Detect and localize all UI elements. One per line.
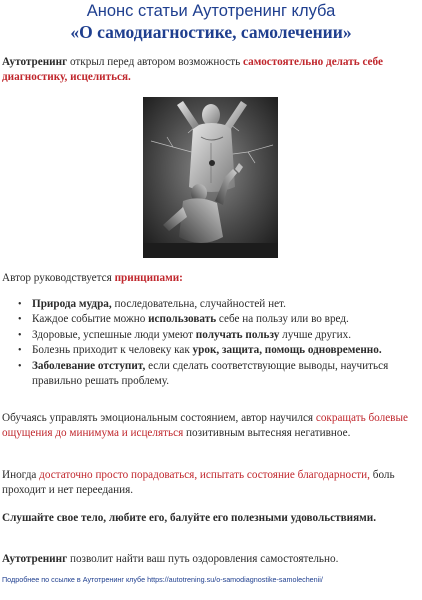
intro-paragraph: [2, 55, 418, 86]
listen-paragraph: Слушайте свое тело, любите его, балуйте его полезными удовольствиями.: [2, 512, 377, 524]
list-item-text: Болезнь приходит к человеку как: [32, 344, 193, 357]
joy-paragraph: [2, 468, 418, 499]
principles-lead-highlight: принципами:: [114, 272, 183, 284]
intro-brand: Аутотренинг: [2, 56, 68, 68]
intro-highlight: самостоятельно делать себе диагностику, исцелиться.: [2, 56, 383, 84]
list-item: [0, 312, 418, 327]
list-item: [0, 343, 418, 358]
joy-text: Иногда: [2, 469, 40, 481]
joy-highlight: достаточно просто порадоваться, испытать состояние благодарности,: [39, 469, 370, 481]
list-item-text: Здоровые, успешные люди умеют: [32, 328, 196, 341]
intro-text: открыл перед автором возможность: [67, 56, 244, 68]
list-item-text: Каждое событие можно: [32, 313, 149, 326]
list-item-bold: Заболевание отступит,: [32, 359, 146, 372]
final-text: позволит найти ваш путь оздоровления самостоятельно.: [67, 553, 339, 565]
footer-link[interactable]: Подробнее по ссылке в Аутотренинг клубе https://autotrening.su/o-samodiagnostike-samolechenii/: [2, 575, 323, 584]
list-item-text: лучше других.: [279, 328, 352, 341]
bullet-icon: •: [18, 329, 22, 341]
list-item: [0, 297, 418, 312]
final-paragraph: [2, 552, 418, 567]
emotions-paragraph: [2, 411, 418, 442]
list-item-text: последовательна, случайностей нет.: [111, 298, 286, 310]
page-title-line1: Анонс статьи Аутотренинг клуба: [86, 2, 336, 20]
list-item: [0, 328, 418, 343]
principles-lead-text: Автор руководствуется: [2, 272, 115, 284]
list-item-bold: Природа мудра,: [32, 298, 112, 310]
emotions-text: Обучаясь управлять эмоциональным состоянием, автор научился: [2, 412, 316, 424]
page-title-line2: «О самодиагностике, самолечении»: [70, 22, 352, 42]
bullet-icon: •: [18, 360, 22, 372]
principles-lead: [2, 271, 418, 286]
emotions-highlight: сокращать болевые ощущения до минимума и исцеляться: [2, 412, 408, 440]
list-item: [0, 359, 418, 390]
list-item-text: себе на пользу или во вред.: [216, 313, 349, 326]
principles-list: [0, 297, 418, 389]
list-item-bold: использовать: [148, 313, 217, 326]
illustration-figure-photo: [143, 97, 278, 258]
joy-text-end: боль проходит и нет переедания.: [2, 469, 395, 497]
bullet-icon: •: [18, 314, 22, 326]
final-brand: Аутотренинг: [2, 553, 68, 565]
list-item-bold: урок, защита, помощь одновременно.: [192, 344, 382, 357]
bullet-icon: •: [18, 345, 22, 357]
list-item-bold: получать пользу: [195, 328, 280, 341]
list-item-text: если сделать соответствующие выводы, научиться правильно решать проблему.: [32, 359, 389, 388]
emotions-text-end: позитивным вытесняя негативное.: [183, 427, 351, 440]
bullet-icon: •: [18, 299, 22, 310]
